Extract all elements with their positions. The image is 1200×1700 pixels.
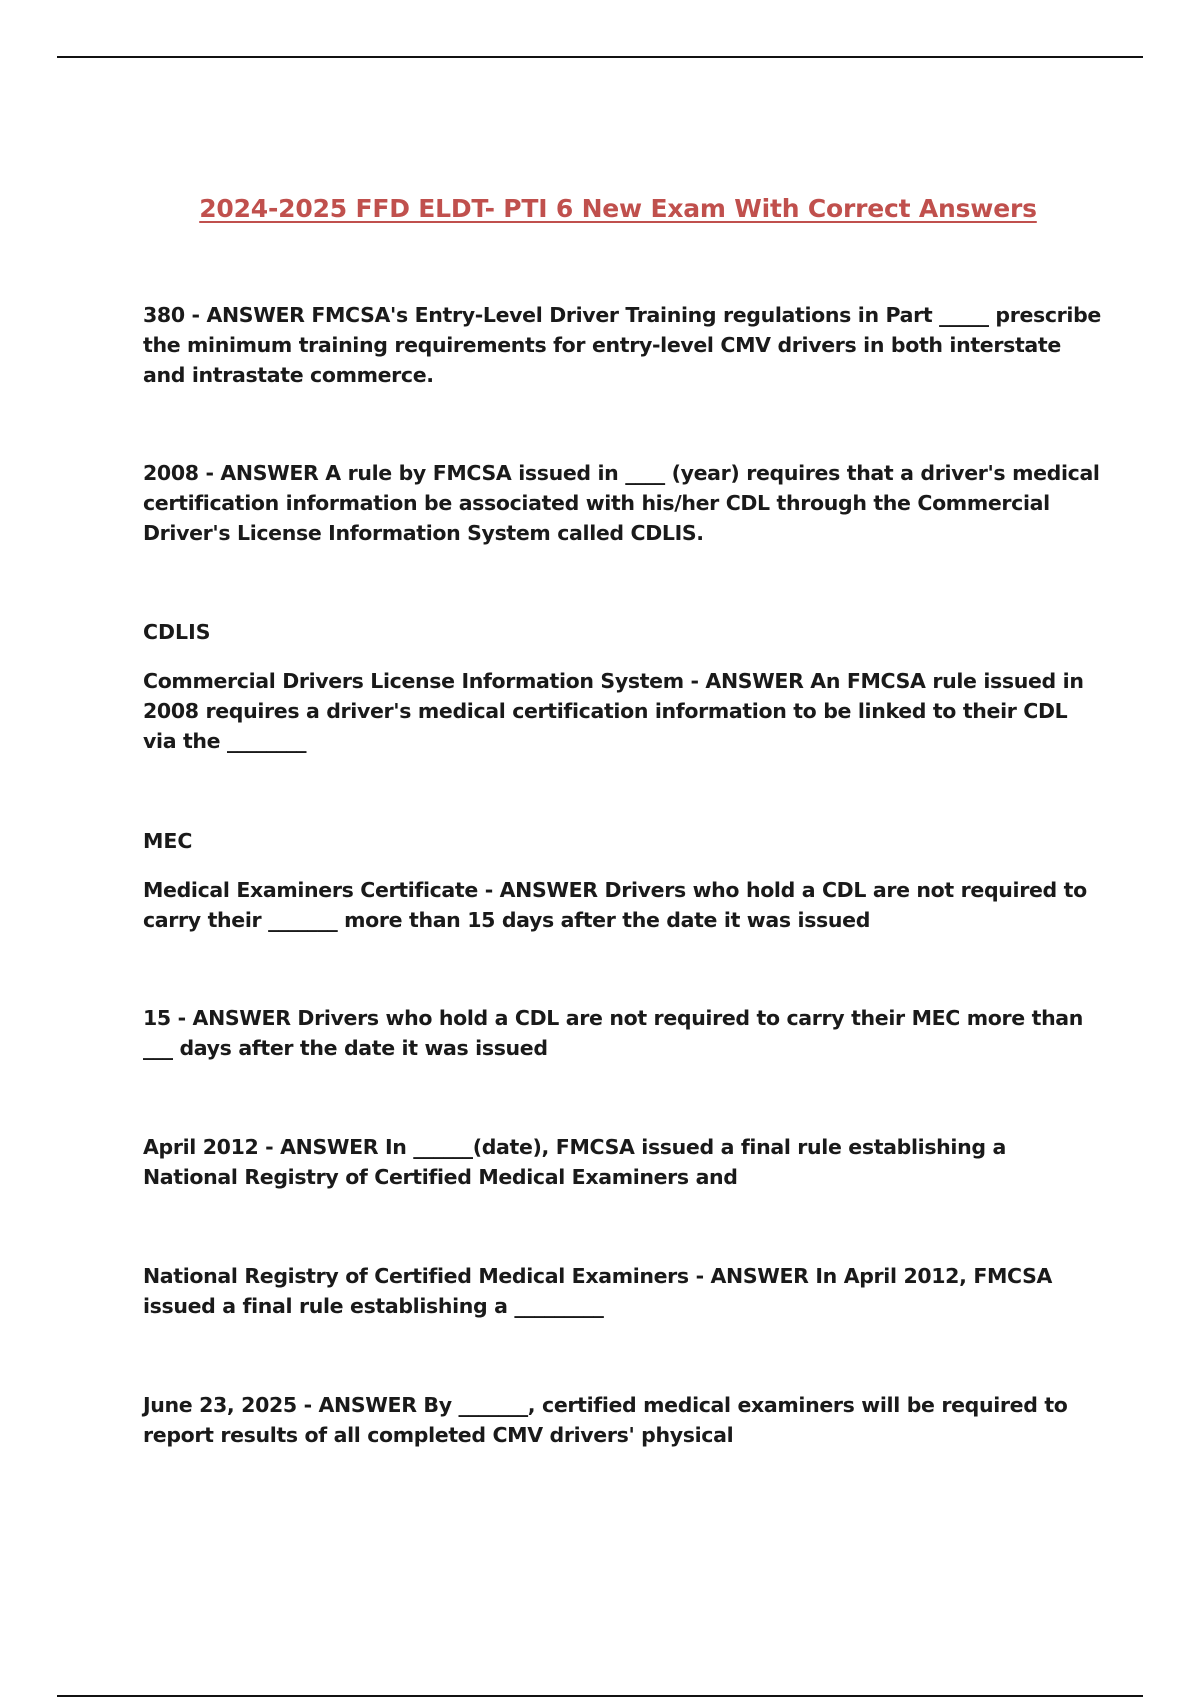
- document-title: 2024-2025 FFD ELDT- PTI 6 New Exam With Correct Answers: [199, 194, 1037, 223]
- bottom-rule: [57, 1695, 1143, 1697]
- qa-entry-april-2012: April 2012 - ANSWER In ______(date), FMCSA issued a final rule establishing a National Registry of Certified Medical Examiners and: [143, 1135, 1006, 1189]
- top-rule: [57, 56, 1143, 58]
- term-heading-mec: MEC: [143, 829, 193, 853]
- term-heading-cdlis: CDLIS: [143, 620, 211, 644]
- qa-entry-15: 15 - ANSWER Drivers who hold a CDL are not required to carry their MEC more than ___ days after the date it was issued: [143, 1006, 1084, 1060]
- qa-entry-2008: 2008 - ANSWER A rule by FMCSA issued in ____ (year) requires that a driver's medical certification information be associated with his/her CDL through the Commercial Driver's License Information System called CDLIS.: [143, 461, 1100, 545]
- qa-entry-380: 380 - ANSWER FMCSA's Entry-Level Driver Training regulations in Part _____ prescribe the minimum training requirements for entry-level CMV drivers in both interstate and intrastate commerce.: [143, 303, 1101, 387]
- qa-entry-mec: Medical Examiners Certificate - ANSWER Drivers who hold a CDL are not required to carry their _______ more than 15 days after the date it was issued: [143, 878, 1087, 932]
- qa-entry-national-registry: National Registry of Certified Medical Examiners - ANSWER In April 2012, FMCSA issued a final rule establishing a _________: [143, 1264, 1053, 1318]
- qa-entry-june-2025: June 23, 2025 - ANSWER By _______, certified medical examiners will be required to report results of all completed CMV drivers' physical: [143, 1393, 1068, 1447]
- qa-entry-cdlis: Commercial Drivers License Information System - ANSWER An FMCSA rule issued in 2008 requires a driver's medical certification information to be linked to their CDL via the ________: [143, 669, 1084, 753]
